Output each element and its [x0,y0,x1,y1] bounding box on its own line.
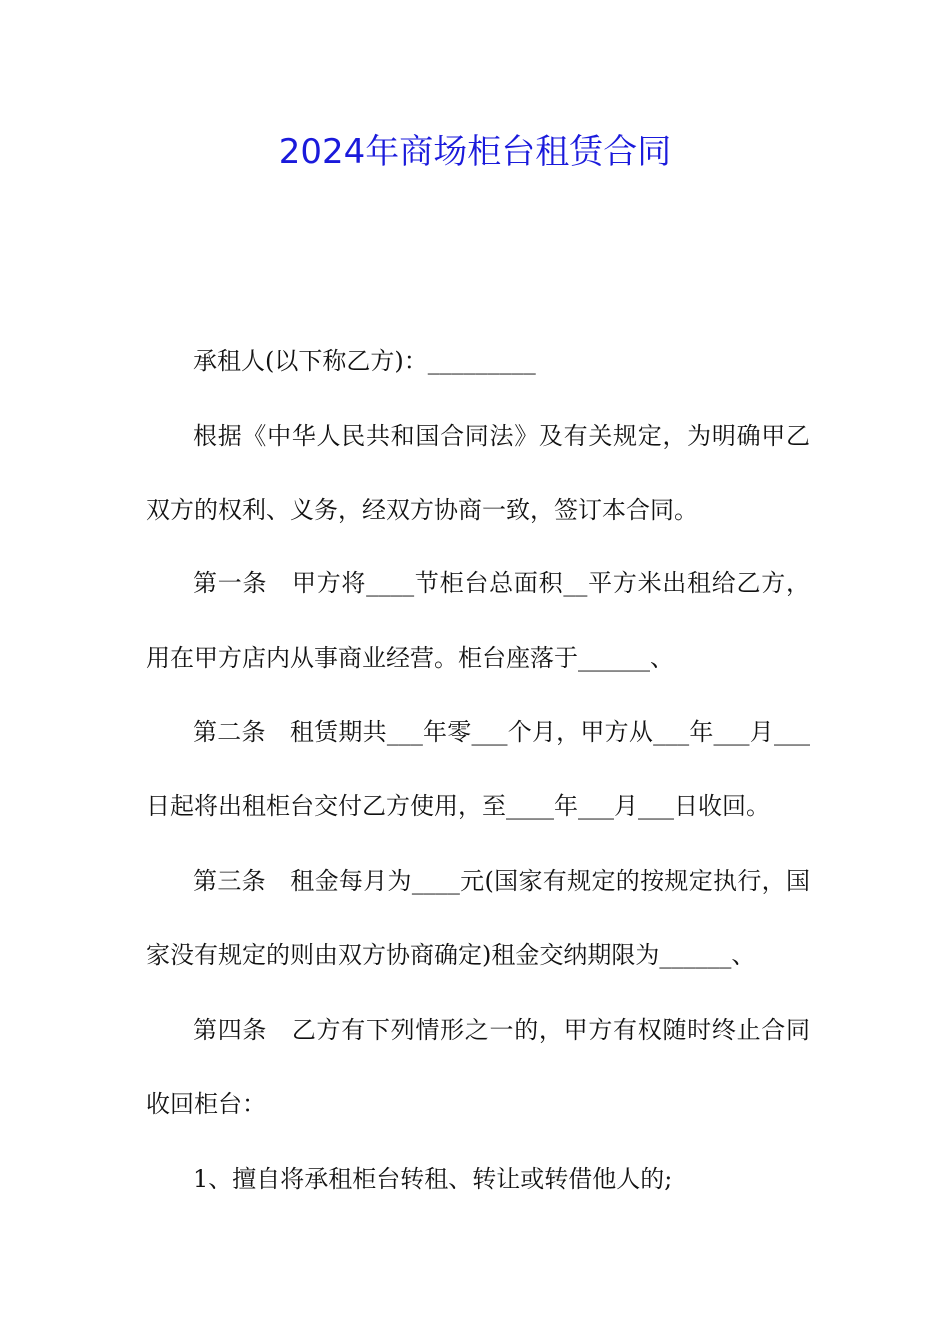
article-4-line: 收回柜台： [146,1090,266,1118]
paragraph-line: 根据《中华人民共和国合同法》及有关规定，为明确甲乙 [193,422,810,450]
article-4-line: 第四条 乙方有下列情形之一的，甲方有权随时终止合同 [193,1016,810,1044]
article-3-line: 第三条 租金每月为____元(国家有规定的按规定执行，国 [193,867,810,895]
paragraph-line: 双方的权利、义务，经双方协商一致，签订本合同。 [146,496,698,524]
article-2-line: 第二条 租赁期共___年零___个月，甲方从___年___月___ [193,718,810,746]
lessee-line: 承租人(以下称乙方)：_________ [193,347,536,375]
article-2-line: 日起将出租柜台交付乙方使用，至____年___月___日收回。 [146,792,770,820]
article-1-line: 用在甲方店内从事商业经营。柜台座落于______、 [146,644,674,672]
list-item-line: 1、擅自将承租柜台转租、转让或转借他人的; [193,1165,673,1193]
article-1-line: 第一条 甲方将____节柜台总面积__平方米出租给乙方， [193,569,810,597]
article-3-line: 家没有规定的则由双方协商确定)租金交纳期限为______、 [146,941,756,969]
document-title: 2024年商场柜台租赁合同 [278,132,672,172]
